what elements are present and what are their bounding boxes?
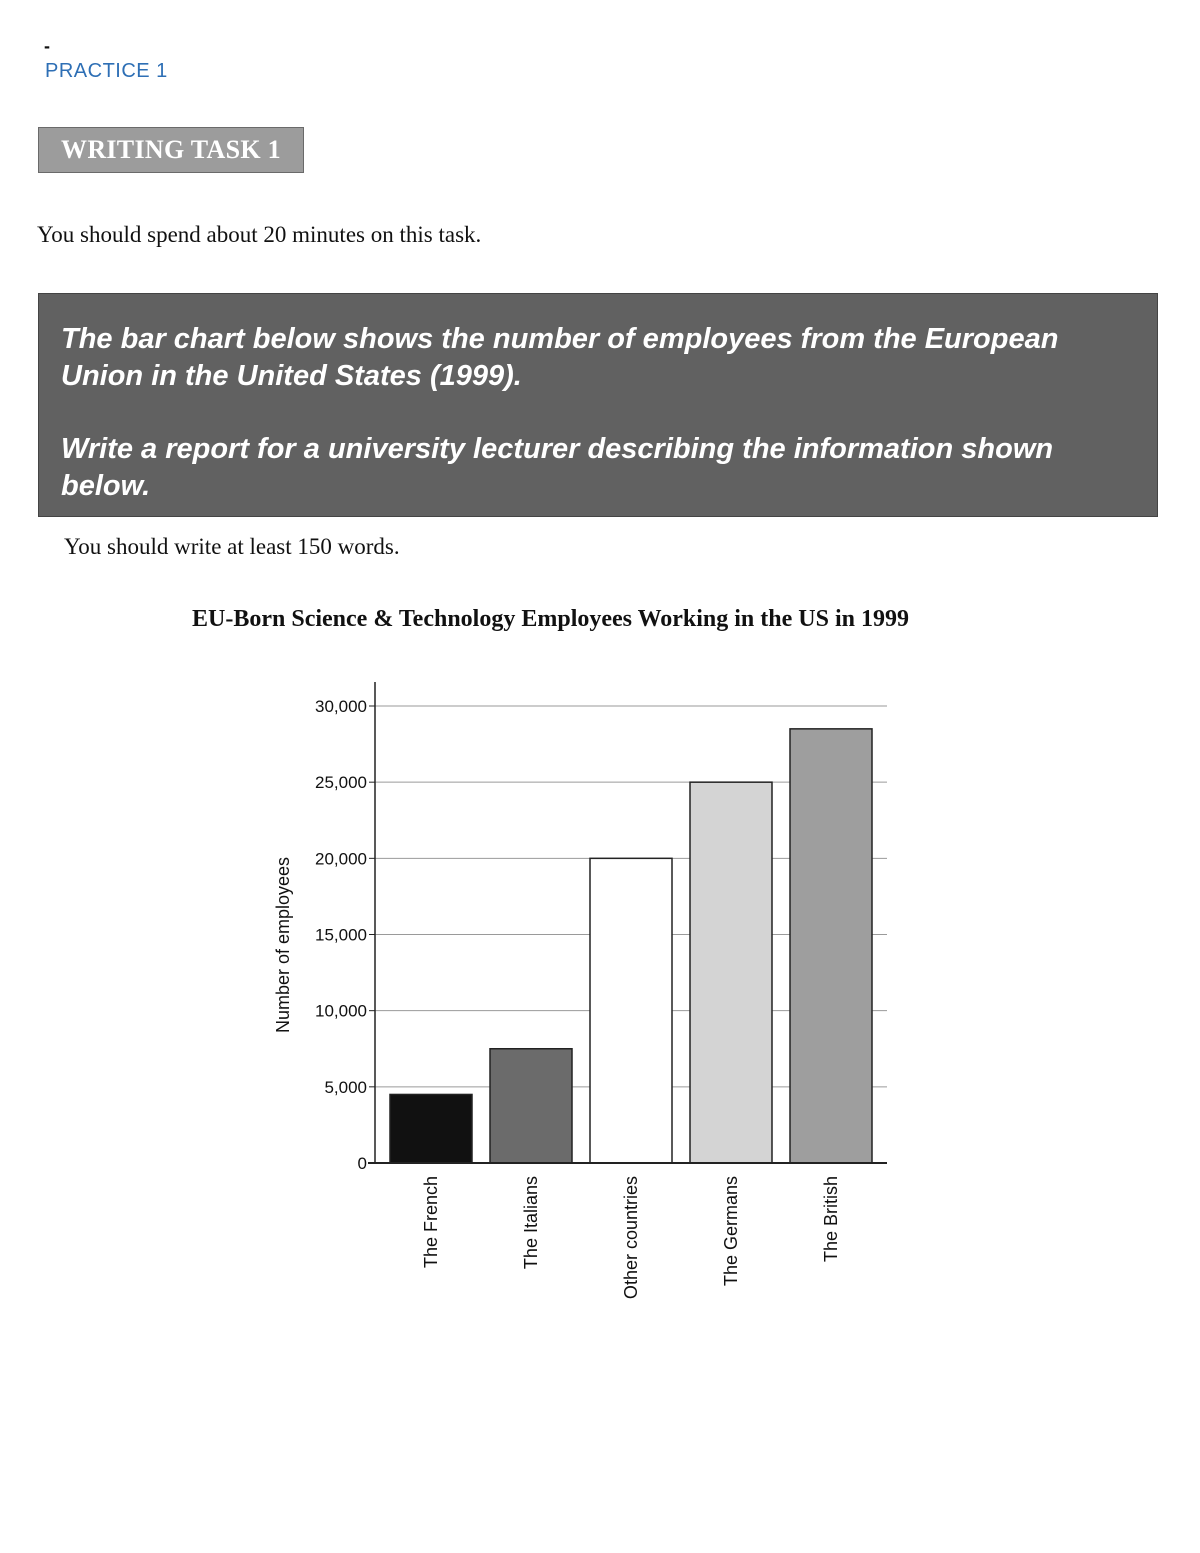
bar-the-british bbox=[790, 729, 872, 1163]
category-label: The British bbox=[821, 1176, 841, 1263]
category-label: The Germans bbox=[721, 1176, 741, 1287]
y-tick-label: 20,000 bbox=[315, 849, 367, 869]
word-count-instruction: You should write at least 150 words. bbox=[64, 534, 400, 559]
y-tick-label: 0 bbox=[357, 1154, 367, 1173]
chart-bars bbox=[390, 729, 872, 1163]
category-label: The Italians bbox=[521, 1176, 541, 1270]
bullet-mark: - bbox=[44, 36, 50, 56]
y-tick-label: 10,000 bbox=[315, 1001, 367, 1021]
time-instruction: You should spend about 20 minutes on this task. bbox=[37, 222, 482, 247]
y-tick-label: 30,000 bbox=[315, 697, 367, 716]
writing-task-badge: WRITING TASK 1 bbox=[38, 127, 304, 173]
bar-the-italians bbox=[490, 1049, 572, 1163]
y-tick-labels bbox=[315, 697, 375, 1173]
category-label: Other countries bbox=[621, 1176, 641, 1300]
practice-label: PRACTICE 1 bbox=[45, 60, 168, 82]
category-labels bbox=[421, 1176, 841, 1299]
y-axis-label: Number of employees bbox=[273, 856, 293, 1034]
category-label: The French bbox=[421, 1176, 441, 1269]
bar-other-countries bbox=[590, 858, 672, 1163]
bar-the-germans bbox=[690, 782, 772, 1163]
y-tick-label: 15,000 bbox=[315, 925, 367, 945]
bar-the-french bbox=[390, 1094, 472, 1163]
y-tick-label: 25,000 bbox=[315, 773, 367, 793]
prompt-description: The bar chart below shows the number of employees from the European Union in the United States (1999). bbox=[61, 323, 1059, 392]
y-tick-label: 5,000 bbox=[324, 1077, 367, 1097]
chart-title: EU-Born Science & Technology Employees Working in the US in 1999 bbox=[192, 606, 909, 632]
prompt-instruction: Write a report for a university lecturer describing the information shown below. bbox=[61, 433, 1054, 502]
